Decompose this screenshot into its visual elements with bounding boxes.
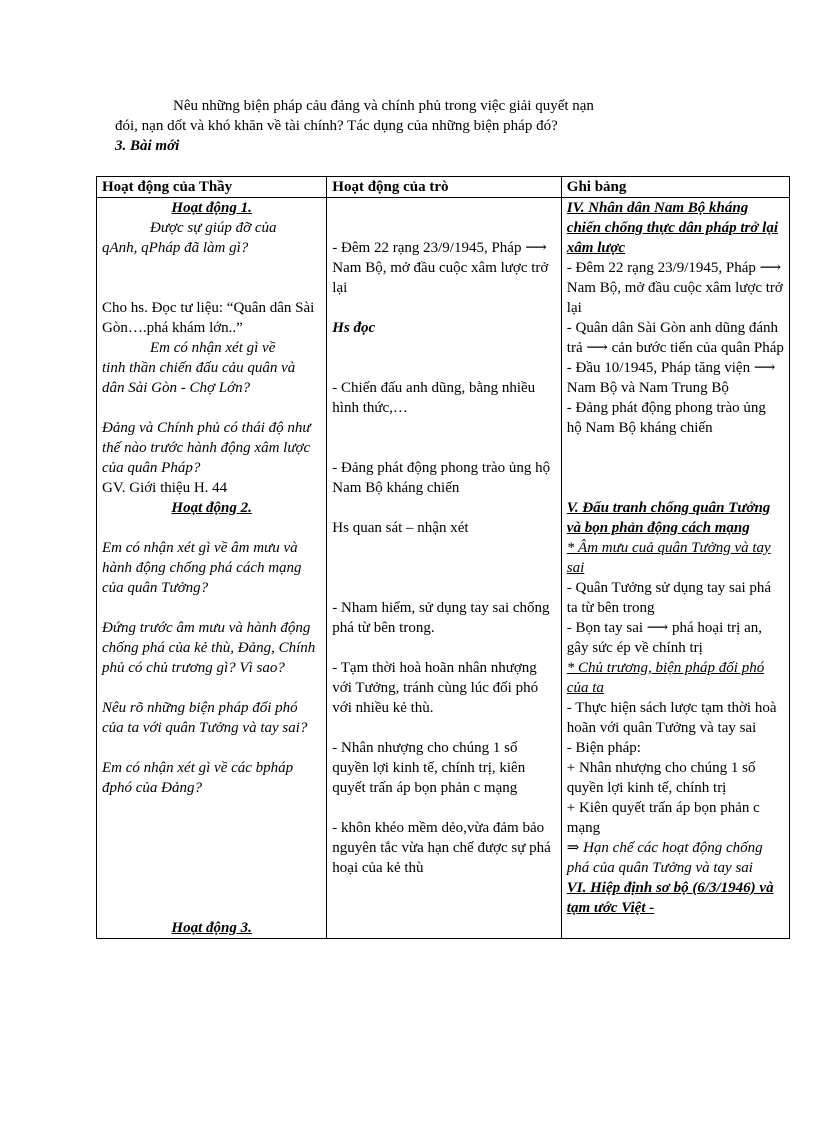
board-note-11: ⇒ Hạn chế các hoạt động chống phá của quân Tưởng và tay sai (566, 840, 763, 876)
teacher-task-1: Cho hs. Đọc tư liệu: “Quân dân Sài Gòn….phá khám lớn..” (102, 300, 315, 336)
student-answer-1: - Đêm 22 rạng 23/9/1945, Pháp ⟶ Nam Bộ, mở đầu cuộc xâm lược trở lại (332, 240, 549, 296)
student-activities-cell (327, 198, 561, 939)
header-board: Ghi bảng (561, 177, 789, 198)
activity-1-heading: Hoạt động 1. (171, 200, 252, 216)
section-heading: 3. Bài mới (115, 138, 180, 154)
student-answer-4: - Đảng phát động phong trào ủng hộ Nam Bộ kháng chiến (332, 460, 551, 496)
teacher-question-2b: tinh thần chiến đấu cảu quân và dân Sài Gòn - Chợ Lớn? (102, 360, 296, 396)
teacher-activities-cell (97, 198, 327, 939)
board-note-6: - Bọn tay sai ⟶ phá hoại trị an, gây sức ép về chính trị (566, 620, 762, 656)
student-answer-9: - khôn khéo mềm dẻo,vừa đảm bảo nguyên tắc vừa hạn chế được sự phá hoại của kẻ thù (332, 820, 551, 876)
student-answer-5: Hs quan sát – nhận xét (332, 520, 469, 536)
board-note-8: - Biện pháp: (566, 740, 641, 756)
section-vi-heading: VI. Hiệp định sơ bộ (6/3/1946) và tạm ước Việt - (566, 880, 774, 916)
board-subheading-2: * Chủ trương, biện pháp đối phó của ta (566, 660, 765, 696)
section-v-heading: V. Đấu tranh chống quân Tưởng và bọn phản động cách mạng (566, 500, 771, 536)
board-note-2: - Quân dân Sài Gòn anh dũng đánh trả ⟶ cản bước tiến của quân Pháp (566, 320, 784, 356)
activity-3-heading: Hoạt động 3. (171, 920, 252, 936)
teacher-question-2a: Em có nhận xét gì về (150, 340, 276, 356)
board-subheading-1: * Âm mưu cuả quân Tưởng và tay sai (566, 540, 771, 576)
student-answer-8: - Nhân nhượng cho chúng 1 số quyền lợi kinh tế, chính trị, kiên quyết trấn áp bọn phản c mạng (332, 740, 526, 796)
student-answer-3: - Chiến đấu anh dũng, bằng nhiều hình thức,… (332, 380, 536, 416)
teacher-question-4: Em có nhận xét gì về âm mưu và hành động chống phá cách mạng của quân Tưởng? (102, 540, 302, 596)
lesson-table (96, 176, 790, 939)
teacher-question-1a: Được sự giúp đỡ của (150, 220, 277, 236)
teacher-task-2: GV. Giới thiệu H. 44 (102, 480, 228, 496)
teacher-question-7: Em có nhận xét gì về các bpháp đphó của Đảng? (102, 760, 294, 796)
teacher-question-6: Nêu rõ những biện pháp đối phó của ta với quân Tưởng và tay sai? (102, 700, 308, 736)
section-iv-heading: IV. Nhân dân Nam Bộ kháng chiến chống thực dân pháp trở lại xâm lược (566, 200, 779, 256)
intro-block (115, 96, 695, 156)
header-teacher: Hoạt động của Thầy (97, 177, 327, 198)
student-answer-6: - Nham hiểm, sử dụng tay sai chống phá từ bên trong. (332, 600, 550, 636)
board-note-7: - Thực hiện sách lược tạm thời hoà hoãn với quân Tưởng và tay sai (566, 700, 777, 736)
table-row (97, 198, 790, 939)
student-answer-2: Hs đọc (332, 320, 376, 336)
board-note-4: - Đảng phát động phong trào ủng hộ Nam Bộ kháng chiến (566, 400, 766, 436)
activity-2-heading: Hoạt động 2. (171, 500, 252, 516)
board-note-5: - Quân Tưởng sử dụng tay sai phá ta từ bên trong (566, 580, 772, 616)
student-answer-7: - Tạm thời hoà hoãn nhân nhượng với Tưởng, tránh cùng lúc đối phó với nhiều kẻ thù. (332, 660, 539, 716)
board-note-10: + Kiên quyết trấn áp bọn phản c mạng (566, 800, 760, 836)
teacher-question-1b: qAnh, qPháp đã làm gì? (102, 240, 249, 256)
table-header-row (97, 177, 790, 198)
teacher-question-5: Đứng trước âm mưu và hành động chống phá của kẻ thù, Đảng, Chính phủ có chủ trương gì? Vì sao? (102, 620, 316, 676)
board-note-9: + Nhân nhượng cho chúng 1 số quyền lợi kinh tế, chính trị (566, 760, 756, 796)
header-student: Hoạt động của trò (327, 177, 561, 198)
board-note-3: - Đầu 10/1945, Pháp tăng viện ⟶ Nam Bộ và Nam Trung Bộ (566, 360, 776, 396)
teacher-question-3: Đảng và Chính phủ có thái độ như thế nào trước hành động xâm lược của quân Pháp? (102, 420, 311, 476)
board-note-1: - Đêm 22 rạng 23/9/1945, Pháp ⟶ Nam Bộ, mở đầu cuộc xâm lược trở lại (566, 260, 783, 316)
board-notes-cell (561, 198, 789, 939)
review-question-line2: đói, nạn dốt và khó khăn về tài chính? Tác dụng của những biện pháp đó? (115, 118, 558, 134)
review-question-line1: Nêu những biện pháp cảu đảng và chính phủ trong việc giải quyết nạn (173, 98, 594, 114)
